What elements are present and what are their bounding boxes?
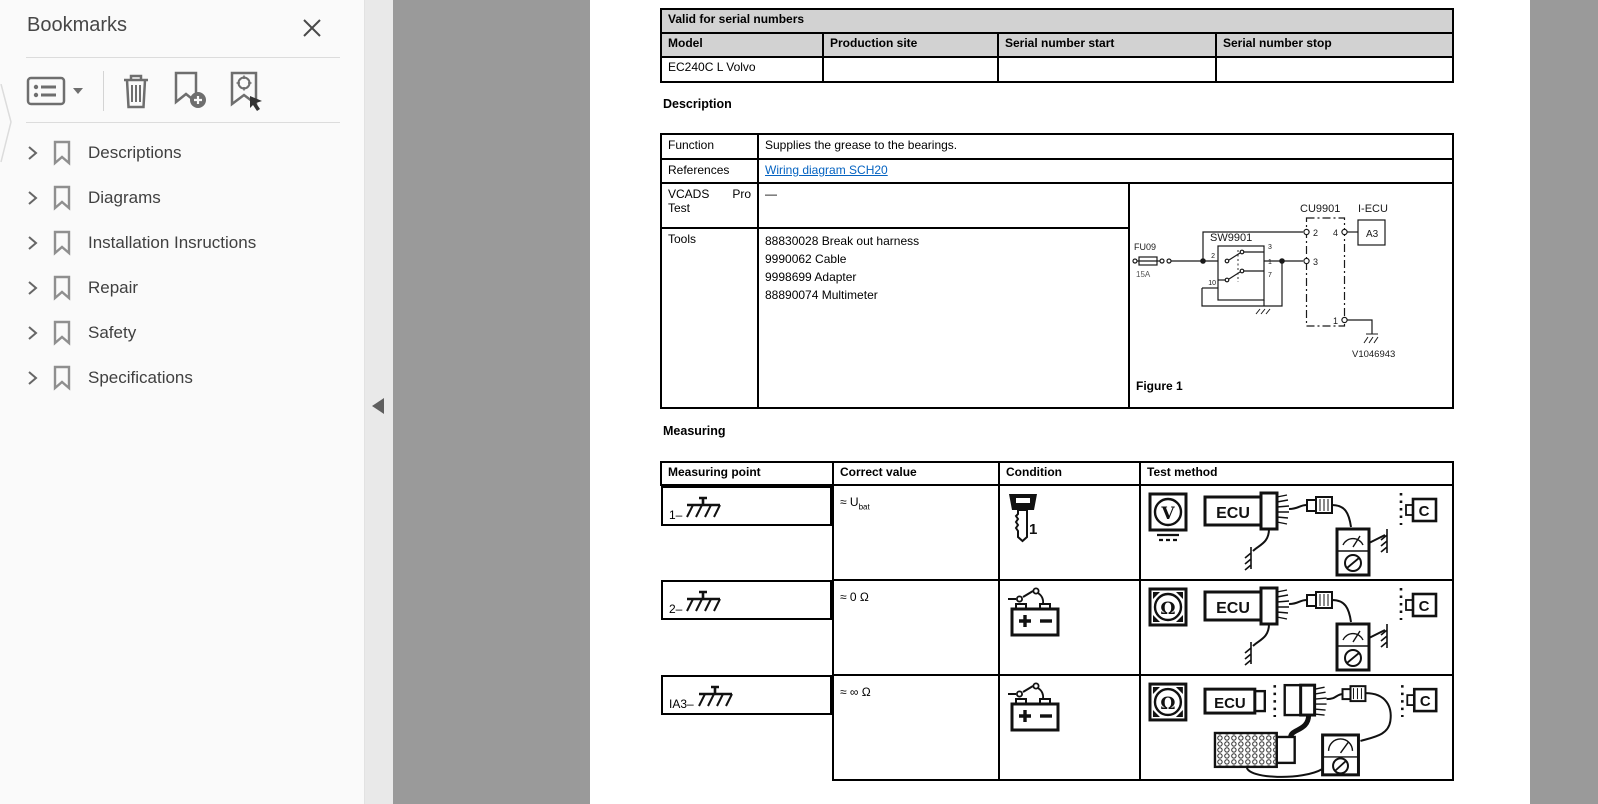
bookmarks-toolbar xyxy=(26,68,282,114)
description-table xyxy=(660,133,1454,409)
svg-text:Ω: Ω xyxy=(1160,692,1176,713)
column-header: Correct value xyxy=(833,462,999,485)
sidebar-item-diagrams[interactable] xyxy=(0,175,364,220)
bookmark-icon xyxy=(52,185,72,211)
svg-text:2: 2 xyxy=(1211,253,1215,260)
wiring-schematic xyxy=(1130,184,1450,369)
vcads-value: — xyxy=(758,183,1129,228)
svg-text:3: 3 xyxy=(1268,244,1272,251)
measuring-row-1: 1– ≈ $U_{bat}$ 1 V ECU C xyxy=(661,485,1453,580)
chevron-right-icon[interactable] xyxy=(26,280,38,296)
svg-text:Ω: Ω xyxy=(1160,599,1176,619)
measuring-row-3: IA3– ≈ ∞ Ω Ω ECU C xyxy=(661,675,1453,780)
measuring-heading: Measuring xyxy=(663,424,726,438)
svg-text:7: 7 xyxy=(1268,272,1272,279)
figure-caption: Figure 1 xyxy=(1136,379,1183,393)
svg-text:ECU: ECU xyxy=(1216,600,1250,617)
serial-numbers-table xyxy=(660,8,1454,83)
bookmark-target-button[interactable] xyxy=(226,70,264,112)
voltmeter-icon xyxy=(1147,491,1189,543)
chevron-right-icon[interactable] xyxy=(26,370,38,386)
bookmarks-list xyxy=(0,130,364,400)
close-icon[interactable] xyxy=(300,16,324,40)
column-header: Production site xyxy=(823,33,998,57)
wiring-diagram-link[interactable]: Wiring diagram SCH20 xyxy=(765,163,888,177)
production-site-cell xyxy=(823,57,998,82)
sidebar-item-label: Safety xyxy=(88,322,137,342)
bookmark-options-button[interactable] xyxy=(26,75,85,107)
svg-text:C: C xyxy=(1418,598,1430,615)
ohmmeter-icon xyxy=(1147,586,1189,632)
iecu-label: I-ECU xyxy=(1358,203,1388,215)
document-canvas xyxy=(393,0,1598,804)
ignition-key-position-icon xyxy=(1006,492,1044,546)
battery-disconnected-icon xyxy=(1006,587,1064,641)
bookmarks-panel xyxy=(0,0,364,804)
sidebar-item-label: Installation Insructions xyxy=(88,232,257,252)
column-header: Serial number start xyxy=(998,33,1216,57)
ground-symbol-icon xyxy=(684,590,724,616)
vcads-label: VCADS Pro Test xyxy=(661,183,758,228)
svg-text:4: 4 xyxy=(1332,228,1338,238)
ohmmeter-icon xyxy=(1147,681,1189,727)
ecu-breakout-test-diagram xyxy=(1203,491,1438,579)
figure-ref-number: V1046943 xyxy=(1352,349,1396,360)
svg-text:1: 1 xyxy=(1332,316,1338,326)
svg-text:V: V xyxy=(1161,504,1175,524)
chevron-right-icon[interactable] xyxy=(26,145,38,161)
cu9901-label: CU9901 xyxy=(1300,203,1341,215)
description-heading: Description xyxy=(663,97,732,111)
figure-cell xyxy=(1129,183,1453,408)
svg-text:C: C xyxy=(1418,503,1430,520)
sidebar-item-repair[interactable] xyxy=(0,265,364,310)
svg-text:1: 1 xyxy=(1268,259,1272,266)
svg-text:1: 1 xyxy=(1029,521,1038,538)
divider xyxy=(26,122,340,123)
divider xyxy=(26,57,340,58)
add-bookmark-button[interactable] xyxy=(170,70,208,112)
fu09-label: FU09 xyxy=(1134,242,1157,252)
delete-bookmark-button[interactable] xyxy=(120,72,152,110)
sidebar-item-safety[interactable] xyxy=(0,310,364,355)
column-header: Measuring point xyxy=(661,462,833,485)
measuring-row-2: 2– ≈ 0 Ω Ω ECU C xyxy=(661,580,1453,675)
bookmark-icon xyxy=(52,230,72,256)
column-header: Test method xyxy=(1140,462,1453,485)
svg-text:ECU: ECU xyxy=(1216,505,1250,522)
column-header: Condition xyxy=(999,462,1140,485)
svg-text:3: 3 xyxy=(1313,257,1319,267)
ground-symbol-icon xyxy=(696,685,736,711)
function-label: Function xyxy=(661,134,758,159)
bookmark-icon xyxy=(52,320,72,346)
ecu-breakout-test-diagram xyxy=(1203,586,1438,674)
chevron-right-icon[interactable] xyxy=(26,235,38,251)
svg-text:C: C xyxy=(1419,693,1431,711)
serial-start-cell xyxy=(998,57,1216,82)
column-header: Model xyxy=(661,33,823,57)
chevron-down-icon xyxy=(71,86,85,96)
sidebar-item-label: Repair xyxy=(88,277,139,297)
serial-table-caption: Valid for serial numbers xyxy=(661,9,1453,33)
sidebar-item-descriptions[interactable] xyxy=(0,130,364,175)
ecu-disconnected-test-diagram xyxy=(1203,681,1452,779)
svg-text:ECU: ECU xyxy=(1213,695,1246,713)
panel-splitter[interactable] xyxy=(364,0,393,804)
tools-list: 88830028 Break out harness 9990062 Cable 9998699 Adapter 88890074 Multimeter xyxy=(758,228,1129,408)
sidebar-item-specifications[interactable] xyxy=(0,355,364,400)
model-cell: EC240C L Volvo xyxy=(661,57,823,82)
sidebar-item-label: Descriptions xyxy=(88,142,182,162)
bookmark-icon xyxy=(52,275,72,301)
tools-label: Tools xyxy=(661,228,758,408)
bookmark-icon xyxy=(52,365,72,391)
toolbar-separator xyxy=(103,71,104,111)
references-label: References xyxy=(661,159,758,183)
sidebar-item-installation-instructions[interactable] xyxy=(0,220,364,265)
fuse-rating-label: 15A xyxy=(1136,270,1151,279)
measuring-table xyxy=(660,461,1454,781)
sw9901-label: SW9901 xyxy=(1210,232,1253,244)
a3-label: A3 xyxy=(1366,229,1379,240)
battery-disconnected-icon xyxy=(1006,682,1064,736)
bookmark-icon xyxy=(52,140,72,166)
column-header: Serial number stop xyxy=(1216,33,1453,57)
sidebar-item-label: Diagrams xyxy=(88,187,161,207)
svg-text:2: 2 xyxy=(1313,228,1319,238)
chevron-right-icon[interactable] xyxy=(26,190,38,206)
sidebar-item-label: Specifications xyxy=(88,367,193,387)
pdf-page xyxy=(590,0,1530,804)
ground-symbol-icon xyxy=(684,496,724,522)
function-value: Supplies the grease to the bearings. xyxy=(758,134,1453,159)
panel-title: Bookmarks xyxy=(27,14,128,36)
collapse-panel-arrow[interactable] xyxy=(372,398,384,414)
chevron-right-icon[interactable] xyxy=(26,325,38,341)
serial-stop-cell xyxy=(1216,57,1453,82)
svg-text:10: 10 xyxy=(1208,280,1216,287)
